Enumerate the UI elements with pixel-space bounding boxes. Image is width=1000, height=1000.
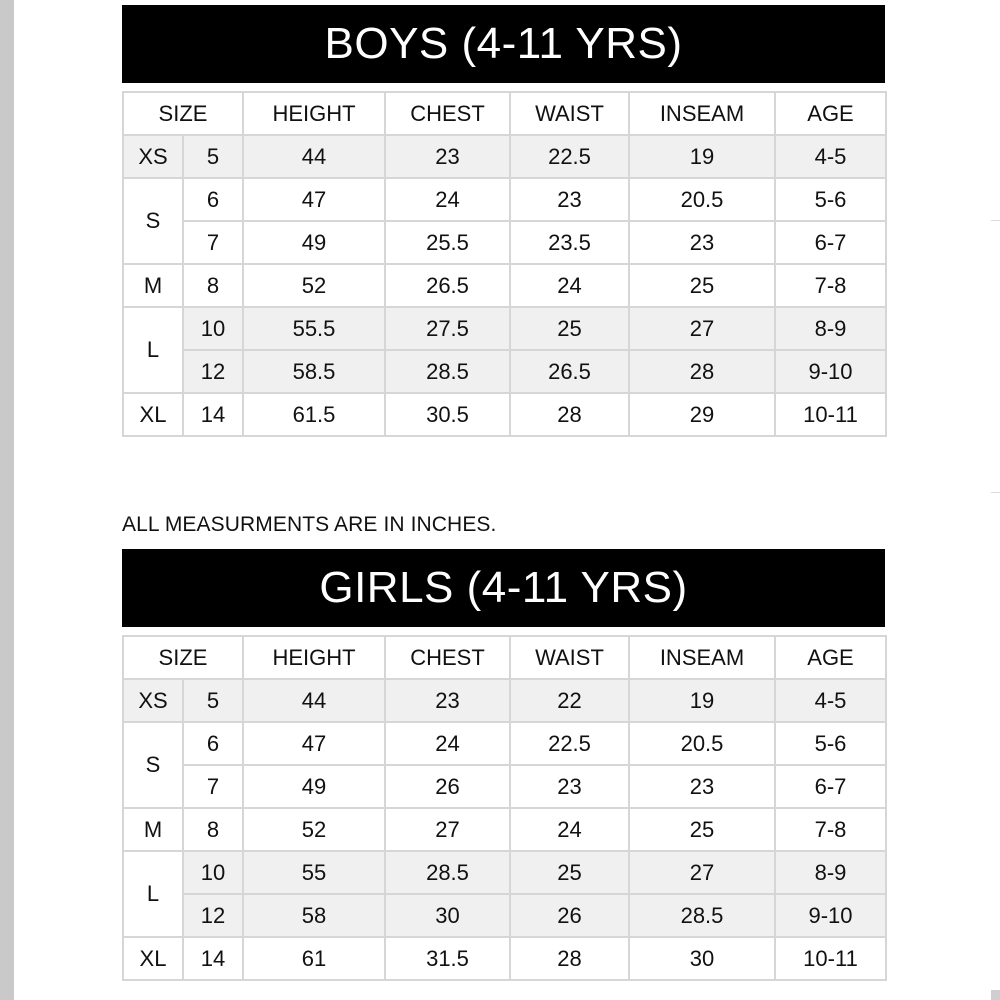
age-cell: 8-9 (775, 851, 886, 894)
header-row (123, 92, 886, 135)
table-row (123, 307, 886, 350)
chest-cell: 28.5 (385, 851, 510, 894)
chest-cell: 25.5 (385, 221, 510, 264)
size-group-cell: S (123, 178, 183, 264)
age-cell: 7-8 (775, 264, 886, 307)
age-cell: 4-5 (775, 679, 886, 722)
adjacent-panel-divider (991, 492, 1000, 493)
inseam-cell: 20.5 (629, 178, 775, 221)
column-header: HEIGHT (243, 636, 385, 679)
table-row (123, 851, 886, 894)
column-header: HEIGHT (243, 92, 385, 135)
height-cell: 55.5 (243, 307, 385, 350)
column-header: SIZE (123, 636, 243, 679)
column-header: INSEAM (629, 636, 775, 679)
chest-cell: 23 (385, 679, 510, 722)
table-row (123, 350, 886, 393)
height-cell: 47 (243, 178, 385, 221)
waist-cell: 23 (510, 765, 629, 808)
size-group-cell: M (123, 808, 183, 851)
waist-cell: 28 (510, 393, 629, 436)
size-group-cell: L (123, 851, 183, 937)
table-row (123, 765, 886, 808)
size-cell: 6 (183, 722, 243, 765)
age-cell: 5-6 (775, 722, 886, 765)
age-cell: 10-11 (775, 393, 886, 436)
inseam-cell: 20.5 (629, 722, 775, 765)
inseam-cell: 28.5 (629, 894, 775, 937)
size-group-cell: XS (123, 135, 183, 178)
height-cell: 47 (243, 722, 385, 765)
table-row (123, 937, 886, 980)
height-cell: 61.5 (243, 393, 385, 436)
age-cell: 6-7 (775, 765, 886, 808)
height-cell: 61 (243, 937, 385, 980)
column-header: CHEST (385, 636, 510, 679)
height-cell: 44 (243, 679, 385, 722)
inseam-cell: 28 (629, 350, 775, 393)
chest-cell: 30 (385, 894, 510, 937)
waist-cell: 23.5 (510, 221, 629, 264)
size-group-cell: XL (123, 393, 183, 436)
waist-cell: 22.5 (510, 135, 629, 178)
inseam-cell: 23 (629, 765, 775, 808)
table-row (123, 393, 886, 436)
table-row (123, 679, 886, 722)
size-cell: 6 (183, 178, 243, 221)
size-cell: 8 (183, 264, 243, 307)
waist-cell: 24 (510, 264, 629, 307)
waist-cell: 25 (510, 851, 629, 894)
column-header: SIZE (123, 92, 243, 135)
age-cell: 4-5 (775, 135, 886, 178)
age-cell: 6-7 (775, 221, 886, 264)
size-cell: 14 (183, 937, 243, 980)
table-row (123, 178, 886, 221)
age-cell: 8-9 (775, 307, 886, 350)
inseam-cell: 27 (629, 851, 775, 894)
size-cell: 7 (183, 765, 243, 808)
adjacent-panel-divider (991, 220, 1000, 221)
chest-cell: 27 (385, 808, 510, 851)
size-cell: 12 (183, 350, 243, 393)
waist-cell: 26.5 (510, 350, 629, 393)
column-header: INSEAM (629, 92, 775, 135)
size-cell: 10 (183, 851, 243, 894)
waist-cell: 22 (510, 679, 629, 722)
inseam-cell: 30 (629, 937, 775, 980)
column-header: AGE (775, 92, 886, 135)
girls-chart-title: GIRLS (4-11 YRS) (122, 549, 885, 627)
inseam-cell: 27 (629, 307, 775, 350)
height-cell: 55 (243, 851, 385, 894)
waist-cell: 23 (510, 178, 629, 221)
inseam-cell: 29 (629, 393, 775, 436)
waist-cell: 24 (510, 808, 629, 851)
table-row (123, 894, 886, 937)
column-header: AGE (775, 636, 886, 679)
inseam-cell: 25 (629, 264, 775, 307)
waist-cell: 25 (510, 307, 629, 350)
height-cell: 44 (243, 135, 385, 178)
column-header: WAIST (510, 636, 629, 679)
height-cell: 58 (243, 894, 385, 937)
size-cell: 12 (183, 894, 243, 937)
waist-cell: 26 (510, 894, 629, 937)
chest-cell: 30.5 (385, 393, 510, 436)
size-cell: 5 (183, 135, 243, 178)
table-row (123, 722, 886, 765)
height-cell: 52 (243, 264, 385, 307)
size-cell: 5 (183, 679, 243, 722)
measurement-note: ALL MEASURMENTS ARE IN INCHES. (122, 513, 497, 536)
size-group-cell: L (123, 307, 183, 393)
age-cell: 7-8 (775, 808, 886, 851)
chest-cell: 26.5 (385, 264, 510, 307)
chest-cell: 24 (385, 178, 510, 221)
column-header: WAIST (510, 92, 629, 135)
inseam-cell: 19 (629, 679, 775, 722)
chest-cell: 27.5 (385, 307, 510, 350)
size-cell: 10 (183, 307, 243, 350)
height-cell: 52 (243, 808, 385, 851)
age-cell: 5-6 (775, 178, 886, 221)
boys-size-table (122, 91, 887, 437)
girls-table-body (123, 636, 886, 980)
column-header: CHEST (385, 92, 510, 135)
size-cell: 14 (183, 393, 243, 436)
left-margin (0, 0, 14, 1000)
waist-cell: 22.5 (510, 722, 629, 765)
age-cell: 9-10 (775, 894, 886, 937)
table-row (123, 221, 886, 264)
age-cell: 9-10 (775, 350, 886, 393)
table-row (123, 808, 886, 851)
size-group-cell: M (123, 264, 183, 307)
inseam-cell: 23 (629, 221, 775, 264)
table-row (123, 135, 886, 178)
chest-cell: 23 (385, 135, 510, 178)
chest-cell: 26 (385, 765, 510, 808)
height-cell: 49 (243, 221, 385, 264)
height-cell: 49 (243, 765, 385, 808)
header-row (123, 636, 886, 679)
size-cell: 7 (183, 221, 243, 264)
adjacent-panel (991, 0, 1000, 990)
waist-cell: 28 (510, 937, 629, 980)
height-cell: 58.5 (243, 350, 385, 393)
girls-size-table (122, 635, 887, 981)
boys-table-body (123, 92, 886, 436)
boys-chart-title: BOYS (4-11 YRS) (122, 5, 885, 83)
inseam-cell: 25 (629, 808, 775, 851)
size-cell: 8 (183, 808, 243, 851)
chest-cell: 24 (385, 722, 510, 765)
table-row (123, 264, 886, 307)
chest-cell: 28.5 (385, 350, 510, 393)
chest-cell: 31.5 (385, 937, 510, 980)
size-group-cell: XL (123, 937, 183, 980)
size-group-cell: S (123, 722, 183, 808)
inseam-cell: 19 (629, 135, 775, 178)
age-cell: 10-11 (775, 937, 886, 980)
size-group-cell: XS (123, 679, 183, 722)
